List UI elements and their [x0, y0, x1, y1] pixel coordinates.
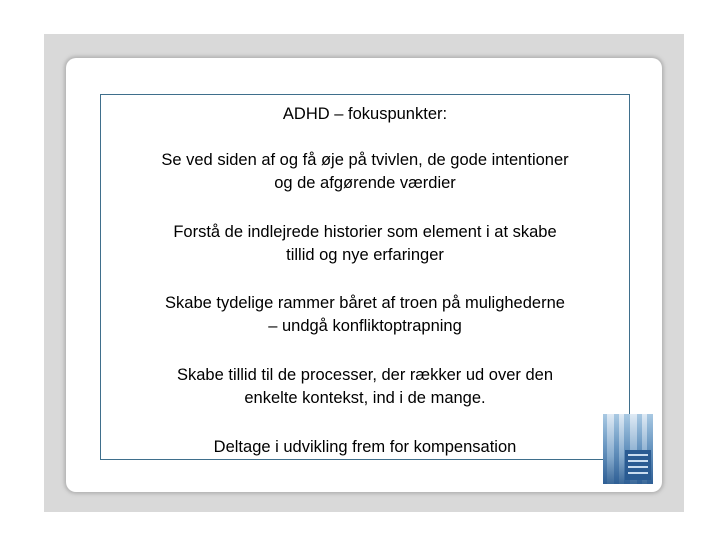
focus-point-4 [107, 364, 623, 410]
focus-point-5-line-1: Deltage i udvikling frem for kompensation [213, 438, 517, 456]
focus-point-2 [107, 221, 623, 267]
slide-background [44, 34, 684, 512]
focus-point-3-line-2: – undgå konfliktoptrapning [268, 317, 462, 335]
focus-point-4-line-2: enkelte kontekst, ind i de mange. [244, 389, 486, 407]
focus-point-1-line-2: og de afgørende værdier [274, 174, 456, 192]
thumbnail-text-panel [625, 450, 651, 480]
content-textbox [100, 94, 630, 460]
focus-point-3 [107, 292, 623, 338]
focus-point-5 [107, 436, 623, 459]
focus-point-2-line-1: Forstå de indlejrede historier som element i at skabe [173, 223, 557, 241]
slide-title: ADHD – fokuspunkter: [282, 105, 448, 123]
focus-point-1-line-1: Se ved siden af og få øje på tvivlen, de gode intentioner [161, 151, 569, 169]
slide-card [66, 58, 662, 492]
focus-point-1 [107, 149, 623, 195]
cover-thumbnail-image [603, 414, 653, 484]
thumbnail-column [607, 414, 614, 484]
thumbnail-column [619, 414, 624, 484]
focus-point-3-line-1: Skabe tydelige rammer båret af troen på mulighederne [165, 294, 565, 312]
focus-point-4-line-1: Skabe tillid til de processer, der rækker ud over den [176, 366, 554, 384]
focus-point-2-line-2: tillid og nye erfaringer [286, 246, 444, 264]
